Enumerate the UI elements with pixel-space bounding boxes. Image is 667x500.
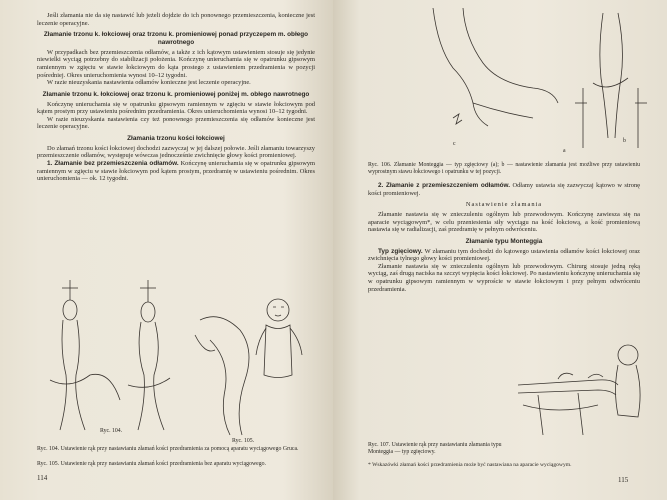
left-text-column — [37, 12, 315, 183]
heading-monteggia: Złamanie typu Monteggia — [465, 237, 543, 245]
paragraph-no-displacement: W przypadkach bez przemieszczenia odłamów, a także z ich kątowym ustawieniem stosuje się jedynie niewielki wyciąg potrzebny do stabilizacji położenia. Kończynę unieruchamia się w opatrunku gipsowym ramiennym w zgięciu w stawie łokciowym do kąta prostego z ustawieniem przedramienia w pozycji pośredniej. Okres unieruchomienia wynosi 10–12 tygodni. — [37, 48, 315, 79]
heading-reduction: Nastawienie złamania — [465, 201, 543, 209]
left-page — [0, 0, 333, 500]
figure-106-label-a: a — [563, 148, 566, 154]
caption-figure-106: Ryc. 106. Złamanie Monteggia — typ zgięciowy (a); b — nastawienie złamania jest możliwe przy ustawieniu wyprostnym stawu łokciowego i opatrunku w tej pozycji. — [368, 162, 640, 175]
paragraph-operative: W razie nieuzyskania nastawienia odłamów konieczne jest leczenie operacyjne. — [47, 79, 251, 87]
figure-105-label: Ryc. 105. — [232, 438, 255, 444]
paragraph-reduction: Złamanie nastawia się w znieczuleniu ogólnym lub przewodowym. Kończynę zawiesza się na aparacie wyciągowym*, w celu przeniesienia siły wyciągu na kość łokciową, a kość promieniową nastawia się w radializacji, zaś przedramię w pełnym odwróceniu. — [368, 210, 640, 234]
figure-107-drawing — [518, 335, 658, 440]
paragraph-monteggia-reduction: Złamanie nastawia się w znieczuleniu ogólnym lub przewodowym. Chirurg stosuje jedną ręką wyciąg, zaś drugą naciska na szczyt wypięcia kości łokciowej. Po nastawieniu kończynę unieruchamia się w opatrunku gipsowym ramiennym w wyproście w stawie łokciowym i przy pełnym odwróceniu przedramienia. — [368, 262, 640, 293]
flexion-type-label: Typ zgięciowy. — [378, 247, 423, 255]
paragraph-no-displacement-ulna — [37, 160, 315, 183]
paragraph-body-1: Kończynę unieruchamia się w opatrunku gipsowym ramiennym w zgięciu w stawie łokciowym pod kątem prostym, przedramię w ustawieniu pośrednim. Okres unieruchomienia — ok. 12 tygodni. — [37, 159, 315, 183]
heading-fracture-below-pronator: Złamanie trzonu k. łokciowej oraz trzonu k. promieniowej poniżej m. obłego nawrotnego — [42, 90, 310, 98]
paragraph-body-3: W złamaniu tym dochodzi do kątowego ustawienia odłamów kości łokciowej oraz zwichnięcia tylnego głowy kości promieniowej. — [368, 247, 640, 263]
figure-106-label-b: b — [623, 138, 626, 144]
figure-104-105-drawing — [30, 280, 320, 440]
footnote: * Wskazówki złamań kości przedramienia może być nastawiana na aparacie wyciągowym. — [368, 462, 572, 468]
paragraph-displacement — [368, 182, 640, 197]
heading-fracture-above-pronator: Złamanie trzonu k. łokciowej oraz trzonu k. promieniowej ponad przyczepem m. obłego nawrotnego — [43, 31, 309, 46]
numbered-label-1: 1. Złamanie bez przemieszczenia odłamów. — [47, 159, 179, 167]
caption-figure-105: Ryc. 105. Ustawienie rąk przy nastawianiu złamań kości przedramienia bez aparatu wyciągowego. — [37, 461, 266, 467]
paragraph-flexion-type — [368, 248, 640, 263]
paragraph-immobilisation: Kończynę unieruchamia się w opatrunku gipsowym ramiennym w zgięciu w stawie łokciowym pod kątem prostym przy ustawieniu pośrednim przedramienia. Okres unieruchomienia wynosi 10–12 tygodni. — [37, 100, 315, 116]
paragraph-redisplacement: W razie nieuzyskania nastawienia czy też ponownego przemieszczenia się odłamów konieczne jest leczenie operacyjne. — [37, 115, 315, 131]
figure-106-drawing — [413, 8, 653, 148]
figure-106-label-c: c — [453, 141, 456, 147]
caption-figure-104: Ryc. 104. Ustawienie rąk przy nastawianiu złamań kości przedramienia za pomocą aparatu wyciągowego Gruca. — [37, 446, 299, 452]
left-page-number: 114 — [37, 474, 48, 482]
caption-figure-107: Ryc. 107. Ustawienie rąk przy nastawianiu złamania typu Monteggia — typ zgięciowy. — [368, 442, 502, 455]
right-page — [333, 0, 667, 500]
paragraph-body-2: Odłamy ustawia się zazwyczaj kątowo w stronę kości promieniowej. — [368, 182, 640, 197]
right-text-column — [368, 162, 640, 293]
figure-104-label: Ryc. 104. — [100, 428, 123, 434]
numbered-label-2: 2. Złamanie z przemieszczeniem odłamów. — [378, 182, 511, 189]
paragraph-ulna-shaft: Do złamań trzonu kości łokciowej dochodzi zazwyczaj w jej dalszej połowie. Jeśli złamaniu towarzyszy przemieszczenie odłamów, występuje wówczas jednocześnie zwichnięcie głowy kości promieniowej. — [37, 144, 315, 160]
heading-ulna-shaft: Złamania trzonu kości łokciowej — [127, 134, 225, 142]
right-page-number: 115 — [618, 476, 629, 484]
intro-paragraph: Jeśli złamania nie da się nastawić lub jeżeli dojdzie do ich ponownego przemieszczenia, konieczne jest leczenie operacyjne. — [37, 12, 315, 27]
